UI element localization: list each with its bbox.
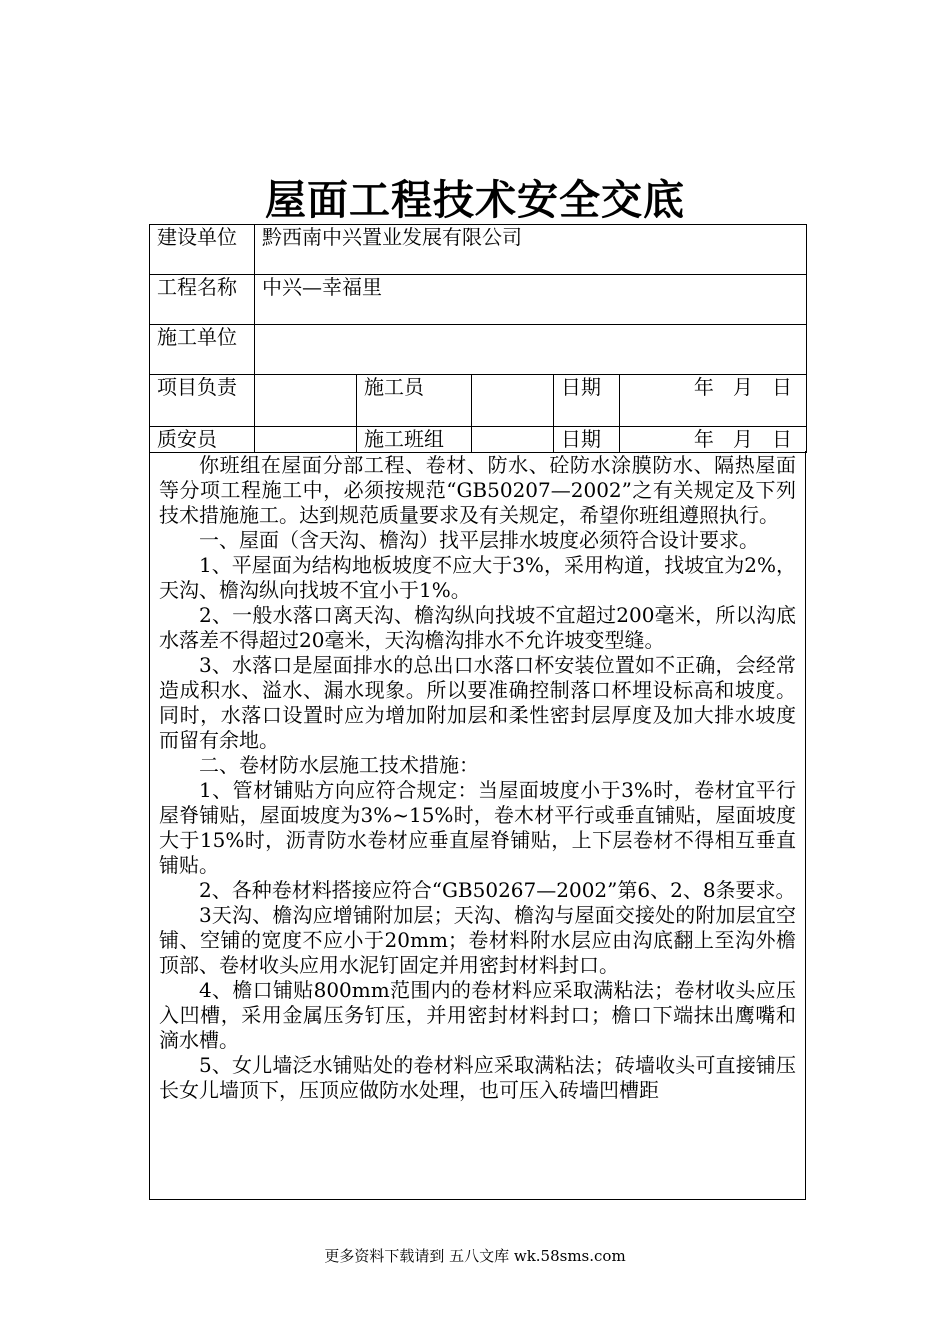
- safety-officer-value: [255, 427, 357, 453]
- paragraph-2-3: 3天沟、檐沟应增铺附加层；天沟、檐沟与屋面交接处的附加层宜空铺、空铺的宽度不应小于20mm；卷材料附水层应由沟底翻上至沟外檐顶部、卷材收头应用水泥钉固定并用密封材料封口。: [159, 903, 796, 977]
- date-value-2: 年 月 日: [620, 427, 807, 453]
- disclosure-content: [149, 451, 806, 1200]
- row-project-name: [150, 275, 807, 325]
- project-leader-label: 项目负责: [150, 375, 255, 427]
- paragraph-section-1: 一、屋面（含天沟、檐沟）找平层排水坡度必须符合设计要求。: [199, 528, 759, 552]
- constructor-label: 施工员: [357, 375, 472, 427]
- date-label: 日期: [554, 375, 620, 427]
- builder-value: [255, 325, 807, 375]
- paragraph-2-4: 4、檐口铺贴800mm范围内的卷材料应采取满粘法；卷材收头应压入凹槽，采用金属压务钉压，并用密封材料封口；檐口下端抹出鹰嘴和滴水槽。: [159, 978, 796, 1052]
- team-value: [472, 427, 554, 453]
- paragraph-2-1: 1、管材铺贴方向应符合规定：当屋面坡度小于3%时，卷材宜平行屋脊铺贴，屋面坡度为3%~15%时，卷木材平行或垂直铺贴，屋面坡度大于15%时，沥青防水卷材应垂直屋脊铺贴，上下层卷材不得相互垂直铺贴。: [159, 778, 796, 877]
- construction-unit-label: 建设单位: [150, 225, 255, 275]
- project-name-label: 工程名称: [150, 275, 255, 325]
- paragraph-2-5: 5、女儿墙泛水铺贴处的卷材料应采取满粘法；砖墙收头可直接铺压长女儿墙顶下，压顶应做防水处理，也可压入砖墙凹槽距: [159, 1053, 796, 1102]
- construction-unit-value: 黔西南中兴置业发展有限公司: [255, 225, 807, 275]
- team-label: 施工班组: [357, 427, 472, 453]
- paragraph-1-2: 2、一般水落口离天沟、檐沟纵向找坡不宜超过200毫米，所以沟底水落差不得超过20毫米，天沟檐沟排水不允许坡变型缝。: [159, 603, 796, 652]
- footer-note: 更多资料下载请到 五八文库 wk.58sms.com: [324, 1247, 626, 1265]
- paragraph-section-2: 二、卷材防水层施工技术措施：: [199, 753, 479, 777]
- row-safety: [150, 427, 807, 453]
- row-builder: [150, 325, 807, 375]
- paragraph-1-1: 1、平屋面为结构地板坡度不应大于3%，采用构道，找坡宜为2%，天沟、檐沟纵向找坡不宜小于1%。: [159, 553, 796, 602]
- safety-officer-label: 质安员: [150, 427, 255, 453]
- paragraph-intro: 你班组在屋面分部工程、卷材、防水、砼防水涂膜防水、隔热屋面等分项工程施工中，必须按规范“GB50207—2002”之有关规定及下列技术措施施工。达到规范质量要求及有关规定，希望你班组遵照执行。: [159, 453, 796, 527]
- paragraph-2-2: 2、各种卷材料搭接应符合“GB50267—2002”第6、2、8条要求。: [199, 878, 796, 902]
- constructor-value: [472, 375, 554, 427]
- row-construction-unit: [150, 225, 807, 275]
- date-label-2: 日期: [554, 427, 620, 453]
- builder-label: 施工单位: [150, 325, 255, 375]
- project-name-value: 中兴—幸福里: [255, 275, 807, 325]
- document-title: 屋面工程技术安全交底: [265, 176, 685, 224]
- project-leader-value: [255, 375, 357, 427]
- date-value: 年 月 日: [620, 375, 807, 427]
- project-info-table: [149, 224, 807, 453]
- row-leader: [150, 375, 807, 427]
- paragraph-1-3: 3、水落口是屋面排水的总出口水落口杯安装位置如不正确，会经常造成积水、溢水、漏水现象。所以要准确控制落口杯埋设标高和坡度。同时，水落口设置时应为增加附加层和柔性密封层厚度及加大排水坡度而留有余地。: [159, 653, 796, 752]
